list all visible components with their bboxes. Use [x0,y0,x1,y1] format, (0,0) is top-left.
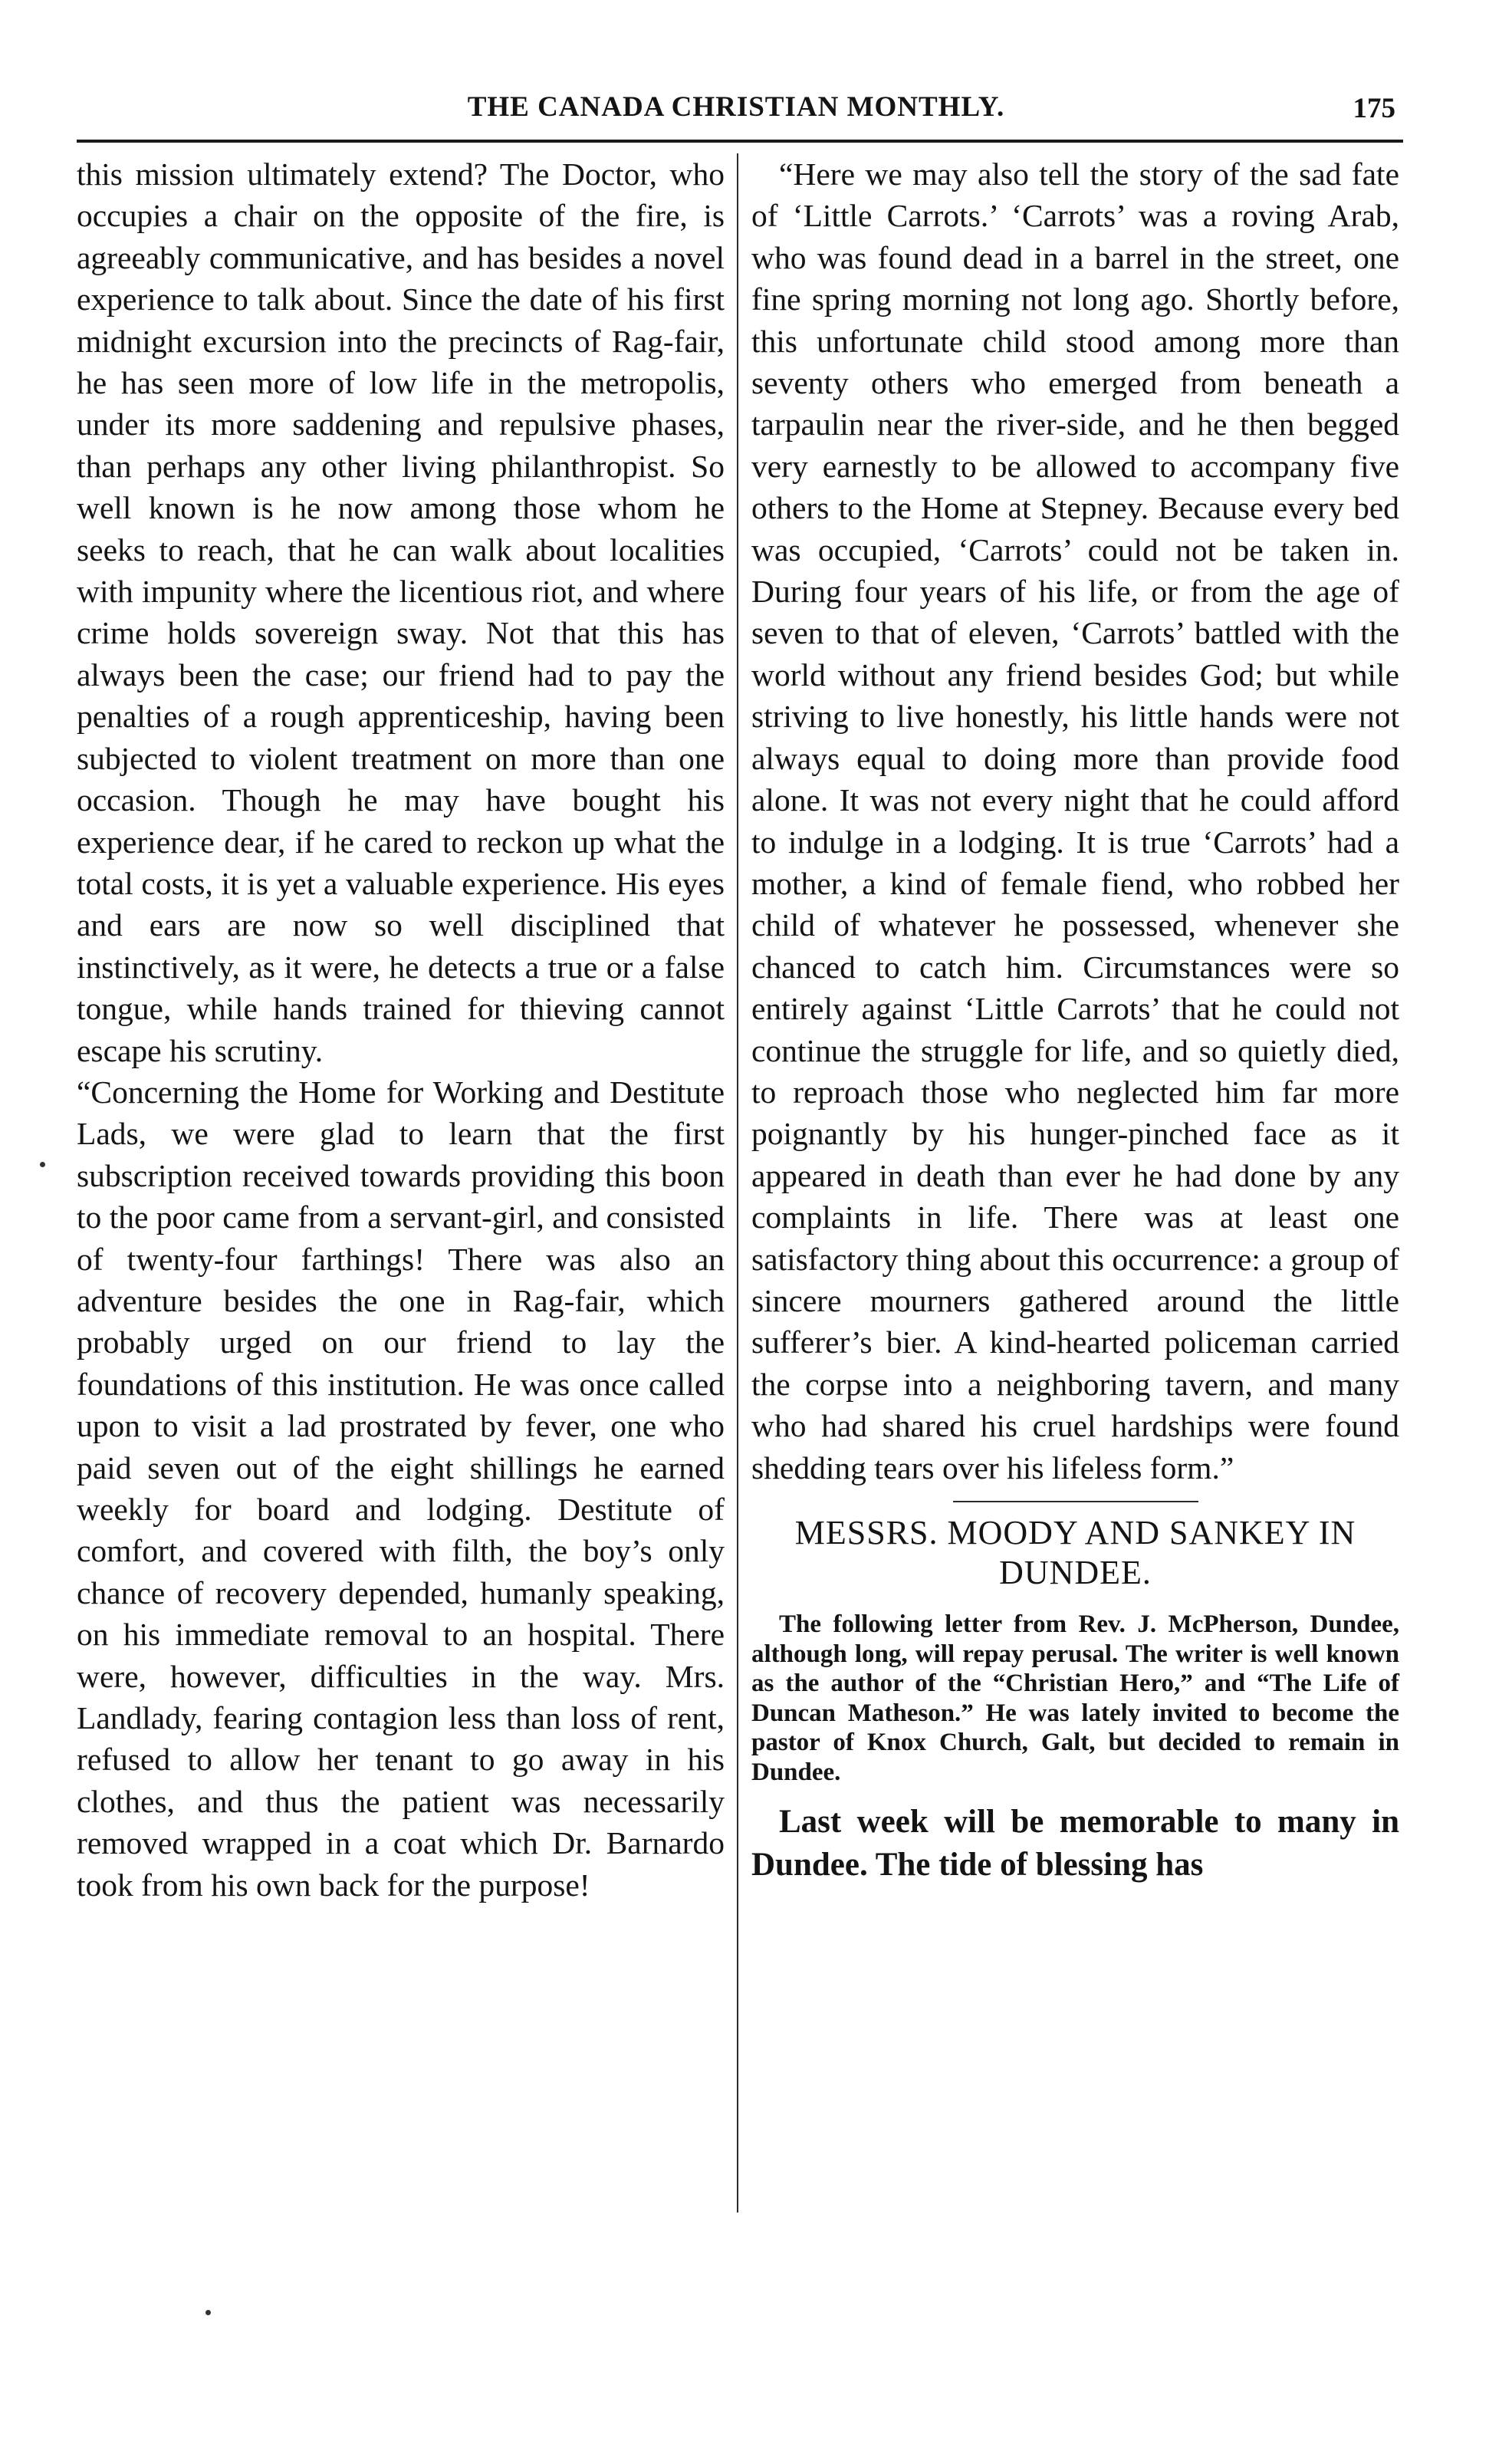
left-paragraph-2: “Concerning the Home for Working and Destitute Lads, we were glad to learn that the first subscription received towards providing this boon to the poor came from a servant-girl, and consisted of twenty-four farthings! There was also an adventure besides the one in Rag-fair, which probably urged on our friend to lay the foundations of this institution. He was once called upon to visit a lad prostrated by fever, one who paid seven out of the eight shillings he earned weekly for board and lodging. Destitute of comfort, and covered with filth, the boy’s only chance of recovery depended, humanly speaking, on his immediate removal to an hospital. There were, however, difficulties in the way. Mrs. Landlady, fearing contagion less than loss of rent, refused to allow her tenant to go away in his clothes, and thus the patient was necessarily removed wrapped in a coat which Dr. Barnardo took from his own back for the purpose! [77,1074,725,1903]
margin-speck [40,1162,45,1167]
left-paragraph-1: this mission ultimately extend? The Doctor, who occupies a chair on the opposite of the fire, is agreeably communicative, and has besides a novel experience to talk about. Since the date of his first midnight excursion into the precincts of Rag-fair, he has seen more of low life in the metropolis, under its more saddening and repulsive phases, than perhaps any other living philanthropist. So well known is he now among those whom he seeks to reach, that he can walk about localities with impunity where the licentious riot, and where crime holds sovereign sway. Not that this has always been the case; our friend had to pay the penalties of a rough apprenticeship, having been subjected to violent treatment on more than one occasion. Though he may have bought his experience dear, if he cared to reckon up what the total costs, it is yet a valuable experience. His eyes and ears are now so well disciplined that instinctively, as it were, he detects a true or a false tongue, while hands trained for thieving cannot escape his scrutiny. [77,156,725,1068]
section-divider [953,1501,1198,1502]
right-paragraph-1: “Here we may also tell the story of the sad fate of ‘Little Carrots.’ ‘Carrots’ was a roving Arab, who was found dead in a barrel in the street, one fine spring morning not long ago. Shortly before, this unfortunate child stood among more than seventy others who emerged from beneath a tarpaulin near the river-side, and he then begged very earnestly to be allowed to accompany five others to the Home at Stepney. Because every bed was occupied, ‘Carrots’ could not be taken in. During four years of his life, or from the age of seven to that of eleven, ‘Carrots’ battled with the world without any friend besides God; but while striving to live honestly, his little hands were not always equal to doing more than provide food alone. It was not every night that he could afford to indulge in a lodging. It is true ‘Carrots’ had a mother, a kind of female fiend, who robbed her child of whatever he possessed, whenever she chanced to catch him. Circumstances were so entirely against ‘Little Carrots’ that he could not continue the struggle for life, and so quietly died, to reproach those who neglected him far more poignantly by his hunger-pinched face as it appeared in death than ever he had done by any complaints in life. There was at least one satisfactory thing about this occurrence: a group of sincere mourners gathered around the little sufferer’s bier. A kind-hearted policeman carried the corpse into a neighboring tavern, and many who had shared his cruel hardships were found shedding tears over his lifeless form.” [751,156,1399,1485]
section-lead-paragraph: Last week will be memorable to many in Dundee. The tide of blessing has [751,1804,1399,1883]
right-column [751,153,1399,1887]
column-divider [737,153,738,2212]
page-number: 175 [1353,93,1395,124]
left-column [77,153,725,1906]
page-header [77,90,1395,133]
running-title: THE CANADA CHRISTIAN MONTHLY. [467,91,1005,123]
margin-speck [205,2310,211,2315]
header-rule [77,140,1403,143]
section-intro: The following letter from Rev. J. McPherson, Dundee, although long, will repay perusal. The writer is well known as the author of the “Christian Hero,” and “The Life of Duncan Matheson.” He was lately invited to become the pastor of Knox Church, Galt, but decided to remain in Dundee. [751,1610,1399,1786]
section-heading: MESSRS. MOODY AND SANKEY IN DUNDEE. [794,1514,1356,1591]
